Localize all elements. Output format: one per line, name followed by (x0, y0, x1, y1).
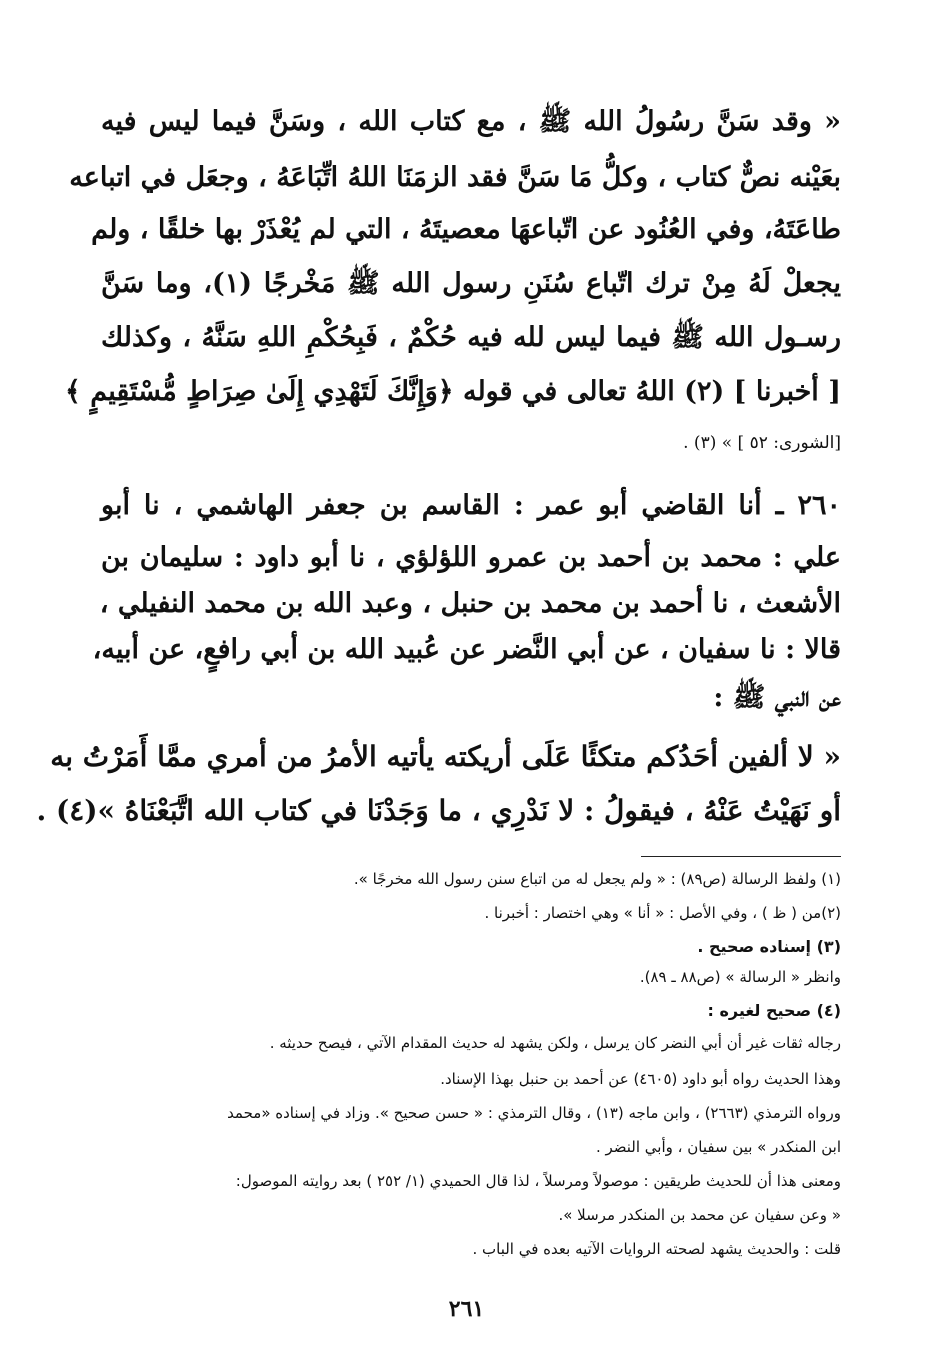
main-text-line: طاعَتَهُ، وفي العُنُود عن اتّباعهَا معصيتَهُ ، التي لم يُعْذَرْ بها خلقًا ، ولم (91, 214, 841, 245)
narration-line: علي : محمد بن أحمد بن عمرو اللؤلؤي ، نا أبو داود : سليمان بن (101, 542, 841, 573)
footnote-line: (٤) صحيح لغيره : (707, 1001, 841, 1020)
footnote-line: قلت : والحديث يشهد لصحته الروايات الآتيه بعده في الباب . (472, 1240, 841, 1258)
page-number: ٢٦١ (448, 1296, 485, 1322)
main-text-line: يجعلْ لَهُ مِنْ ترك اتّباع سُنَنِ رسول الله ﷺ مَخْرجًا (١)، وما سَنَّ (101, 268, 841, 299)
hadith-text-line: أو نَهَيْتُ عَنْهُ ، فيقولُ : لا نَدْرِي ، ما وَجَدْنَا في كتاب الله اتَّبَعْنَاهُ »(٤) . (36, 794, 841, 827)
narration-line: عن النبي ﷺ : (713, 682, 841, 713)
footnote-line: وهذا الحديث رواه أبو داود (٤٦٠٥) عن أحمد بن حنبل بهذا الإسناد. (440, 1070, 841, 1088)
footnote-line: ورواه الترمذي (٢٦٦٣) ، وابن ماجه (١٣) ، وقال الترمذي : « حسن صحيح ». وزاد في إسناده «محمد (227, 1104, 841, 1122)
narration-line: قالا : نا سفيان ، عن أبي النَّضر عن عُبيد الله بن أبي رافعٍ، عن أبيه، (92, 634, 841, 665)
footnote-divider (641, 856, 841, 857)
footnote-line: (١) ولفظ الرسالة (ص٨٩) : « ولم يجعل له من اتباع سنن رسول الله مخرجًا ». (353, 870, 841, 888)
footnote-line: ومعنى هذا أن للحديث طريقين : موصولاً ومرسلاً ، لذا قال الحميدي (١/ ٢٥٢ ) بعد روايته الموصول: (235, 1172, 841, 1190)
main-text-line: رسـول الله ﷺ فيما ليس لله فيه حُكْمٌ ، فَبِحُكْمِ اللهِ سَنَّهُ ، وكذلك (101, 322, 841, 353)
footnote-line: ابن المنكدر » بين سفيان ، وأبي النضر . (595, 1138, 841, 1156)
footnote-line: « وعن سفيان عن محمد بن المنكدر مرسلا ». (558, 1206, 841, 1224)
hadith-text-line: « لا ألفين أحَدُكم متكئًا عَلَى أريكته يأتيه الأمرُ من أمري ممَّا أَمَرْتُ به (50, 740, 841, 773)
main-text-line: بعَيْنه نصٌّ كتاب ، وكلُّ مَا سَنَّ فقد الزمَنَا اللهُ اتِّبَاعَهُ ، وجعَل في اتباعه (69, 162, 841, 193)
footnote-line: رجاله ثقات غير أن أبي النضر كان يرسل ، ولكن يشهد له حديث المقدام الآتي ، فيصح حديثه . (269, 1034, 841, 1052)
main-text-line: « وقد سَنَّ رسُولُ الله ﷺ ، مع كتاب الله ، وسَنَّ فيما ليس فيه (101, 106, 841, 137)
main-text-line: [ أخبرنا ] (٢) اللهُ تعالى في قوله ﴿وَإِنَّكَ لَتَهْدِي إِلَىٰ صِرَاطٍ مُّسْتَقِيمٍ ﴾ (65, 376, 841, 407)
verse-reference: [الشورى: ٥٢ ] » (٣) . (683, 433, 841, 453)
narration-line: الأشعث ، نا أحمد بن محمد بن حنبل ، وعبد الله بن محمد النفيلي ، (99, 588, 841, 619)
footnote-line: (٣) إسناده صحيح . (697, 937, 841, 956)
footnote-line: (٢)من ( ظ ) ، وفي الأصل : « أنا » وهي اختصار : أخبرنا . (484, 904, 841, 922)
footnote-line: وانظر « الرسالة » (ص٨٨ ـ ٨٩). (639, 968, 841, 986)
narration-line: ٢٦٠ ـ أنا القاضي أبو عمر : القاسم بن جعفر الهاشمي ، نا أبو (101, 490, 841, 521)
